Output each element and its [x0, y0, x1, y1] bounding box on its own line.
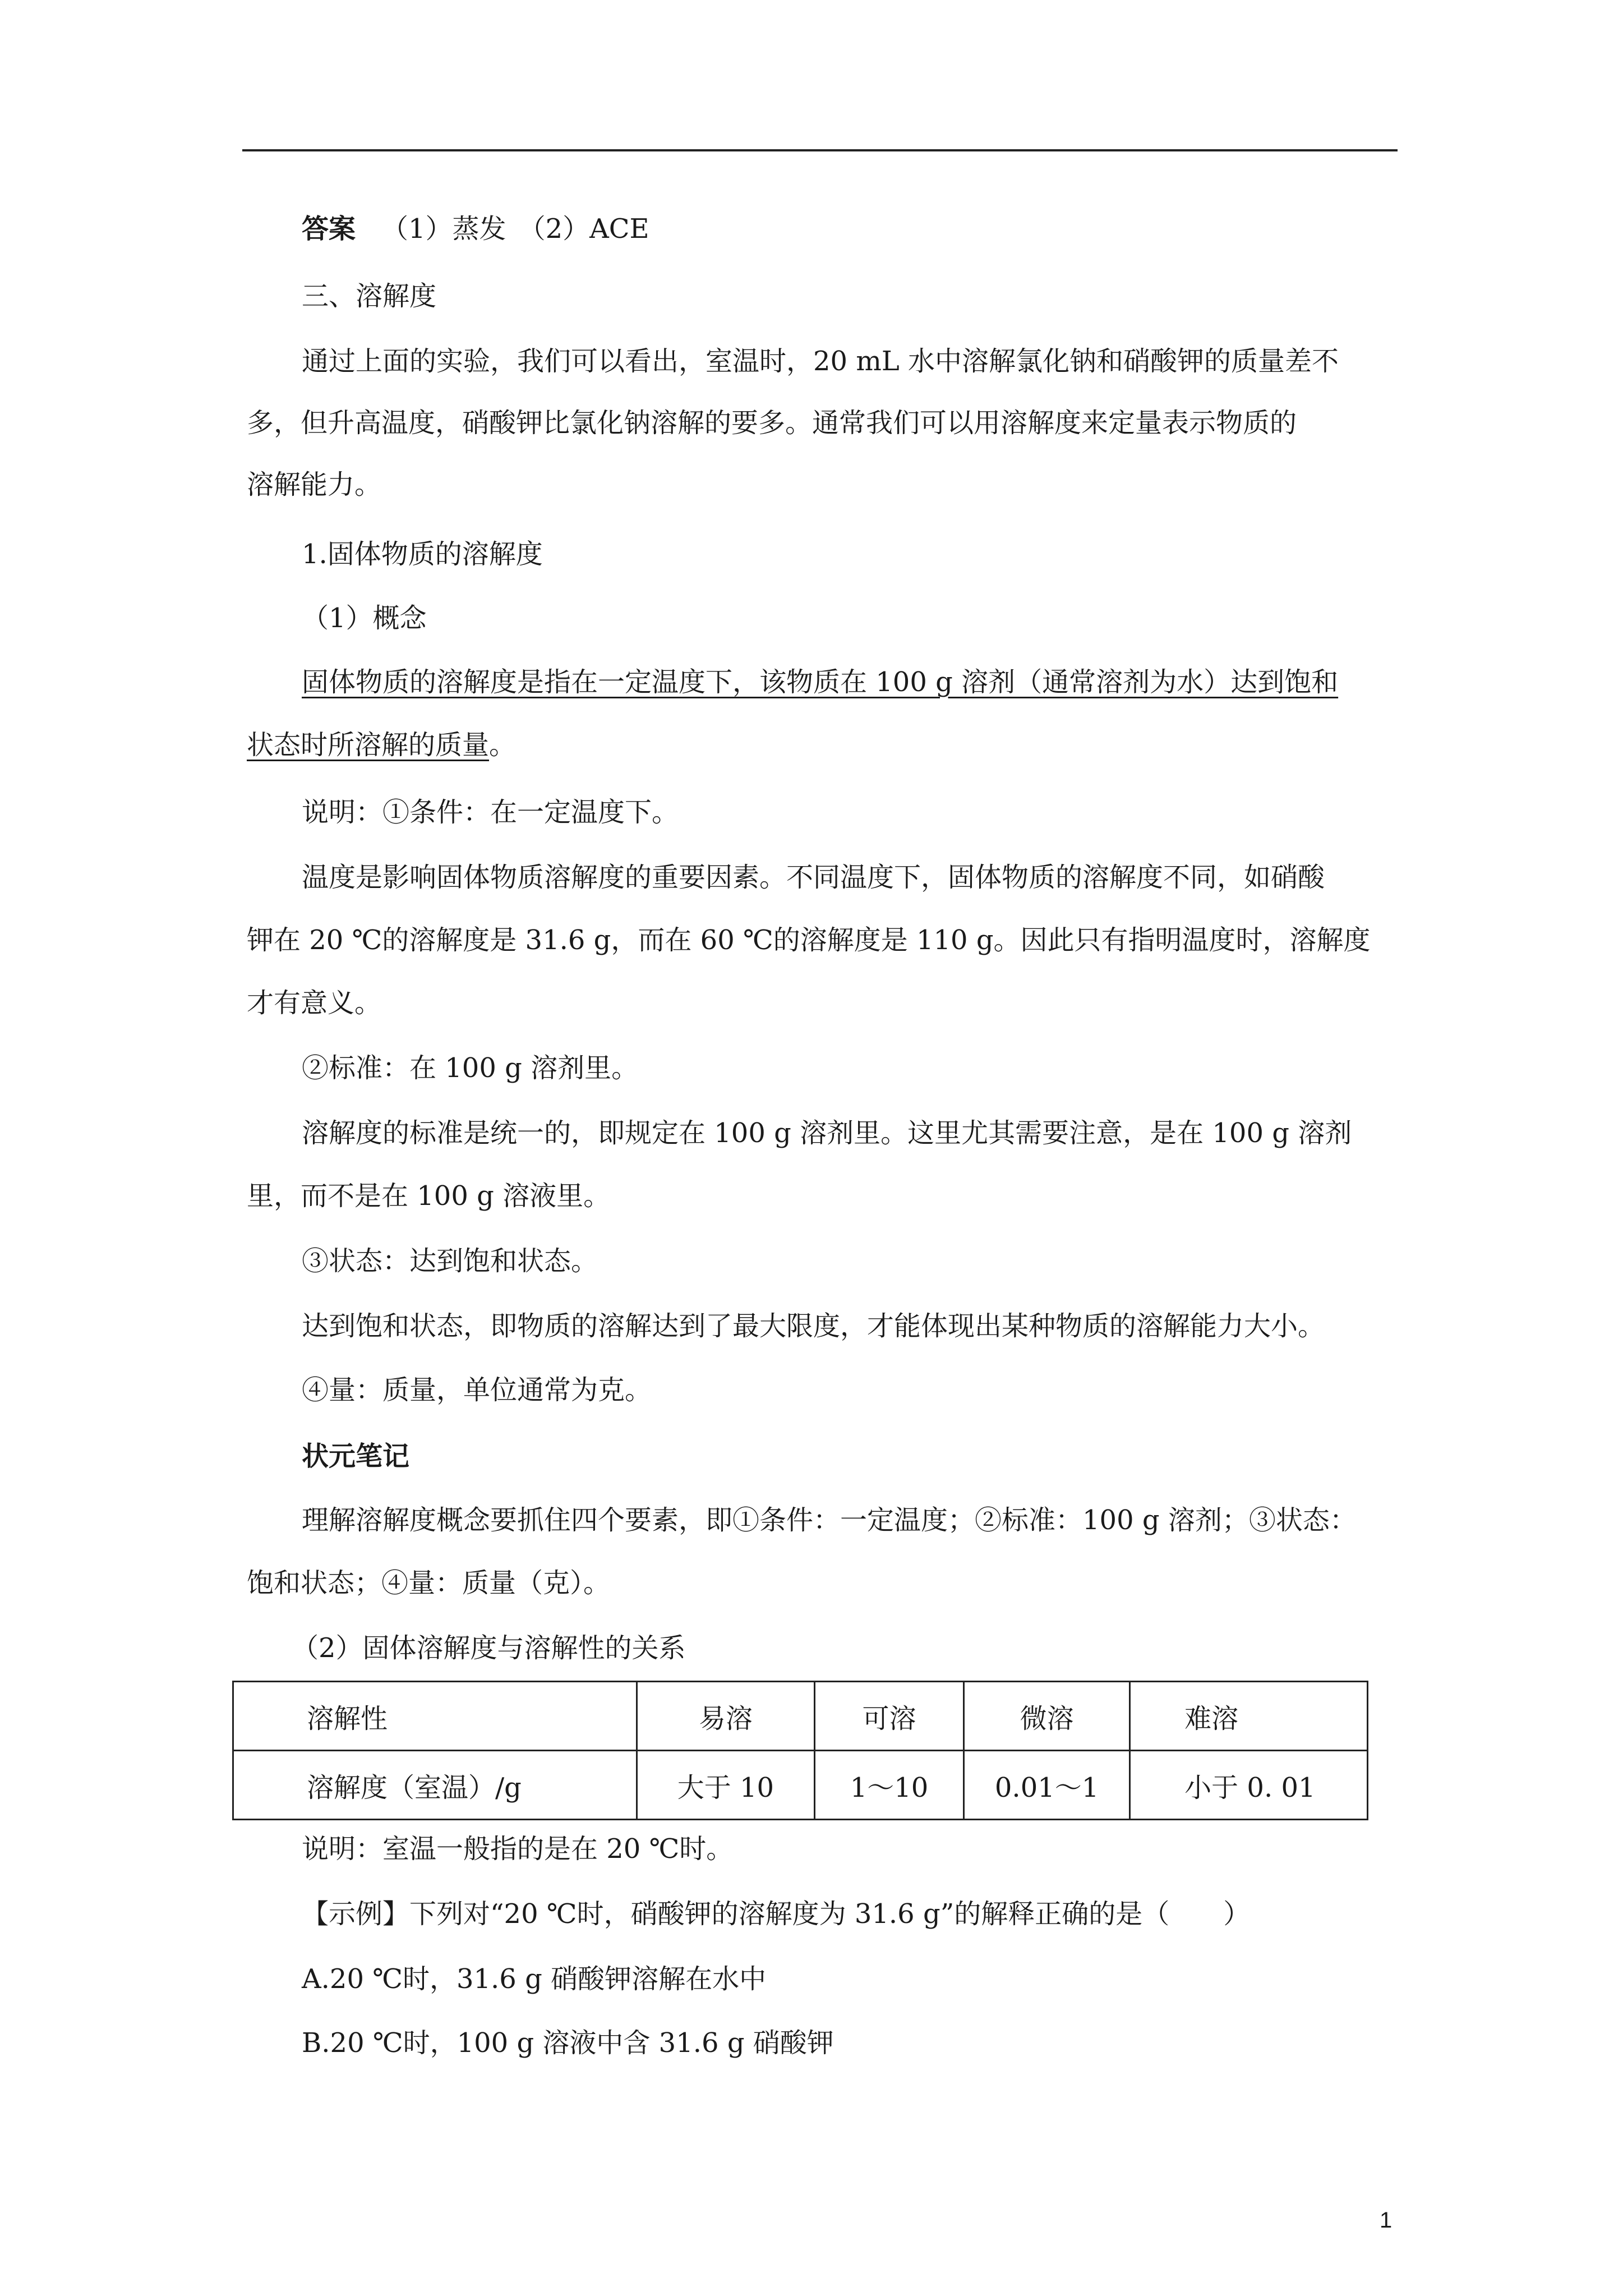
temperature-line-3: 才有意义。	[247, 987, 382, 1019]
notes-line-2: 饱和状态；④量：质量（克）。	[247, 1567, 611, 1599]
notes-heading: 状元笔记	[302, 1441, 410, 1472]
relation-heading: （2）固体溶解度与溶解性的关系	[292, 1632, 686, 1664]
note-condition: 说明：①条件：在一定温度下。	[302, 797, 679, 828]
answer-part-2: （2）ACE	[518, 213, 649, 245]
intro-line-2: 多，但升高温度，硝酸钾比氯化钠溶解的要多。通常我们可以用溶解度来定量表示物质的	[247, 407, 1297, 439]
table-cell: 难溶	[1130, 1682, 1368, 1751]
solubility-table	[232, 1681, 1368, 1820]
page-number: 1	[1380, 2208, 1393, 2233]
definition-line-2	[247, 728, 516, 762]
concept-heading: （1）概念	[302, 602, 427, 634]
table-cell: 易溶	[637, 1682, 814, 1751]
standard-line-2: 里，而不是在 100 g 溶液里。	[247, 1180, 611, 1212]
option-b: B.20 ℃时，100 g 溶液中含 31.6 g 硝酸钾	[302, 2027, 834, 2059]
definition-line-1: 固体物质的溶解度是指在一定温度下，该物质在 100 g 溶剂（通常溶剂为水）达到饱和	[302, 666, 1339, 698]
answer-line	[302, 212, 649, 246]
answer-label: 答案	[302, 213, 356, 245]
table-cell: 微溶	[964, 1682, 1130, 1751]
table-cell: 0.01～1	[964, 1751, 1130, 1820]
table-row	[233, 1682, 1368, 1751]
section-title: 三、溶解度	[302, 280, 437, 312]
definition-text: 状态时所溶解的质量	[247, 729, 490, 761]
definition-end: 。	[489, 729, 517, 761]
table-cell: 大于 10	[637, 1751, 814, 1820]
notes-line-1: 理解溶解度概念要抓住四个要素，即①条件：一定温度；②标准：100 g 溶剂；③状态：	[302, 1504, 1357, 1536]
table-cell: 小于 0. 01	[1130, 1751, 1368, 1820]
note-state: ③状态：达到饱和状态。	[302, 1245, 598, 1277]
room-temperature-note: 说明：室温一般指的是在 20 ℃时。	[302, 1833, 734, 1865]
table-cell: 1～10	[814, 1751, 963, 1820]
intro-line-1: 通过上面的实验，我们可以看出，室温时，20 mL 水中溶解氯化钠和硝酸钾的质量差不	[302, 346, 1339, 377]
note-amount: ④量：质量，单位通常为克。	[302, 1374, 652, 1406]
example-question: 【示例】下列对“20 ℃时，硝酸钾的溶解度为 31.6 g”的解释正确的是（ ）	[302, 1898, 1251, 1930]
option-a: A.20 ℃时，31.6 g 硝酸钾溶解在水中	[302, 1963, 767, 1995]
temperature-line-1: 温度是影响固体物质溶解度的重要因素。不同温度下，固体物质的溶解度不同，如硝酸	[302, 862, 1325, 893]
subsection-title: 1.固体物质的溶解度	[302, 539, 543, 570]
table-cell: 溶解度（室温）/g	[233, 1751, 637, 1820]
table-cell: 溶解性	[233, 1682, 637, 1751]
header-rule	[242, 149, 1398, 151]
temperature-line-2: 钾在 20 ℃的溶解度是 31.6 g，而在 60 ℃的溶解度是 110 g。因此只有指明温度时，溶解度	[247, 924, 1371, 956]
standard-line-1: 溶解度的标准是统一的，即规定在 100 g 溶剂里。这里尤其需要注意，是在 100 g 溶剂	[302, 1117, 1352, 1149]
state-line: 达到饱和状态，即物质的溶解达到了最大限度，才能体现出某种物质的溶解能力大小。	[302, 1310, 1325, 1342]
intro-line-3: 溶解能力。	[247, 469, 382, 500]
table-row	[233, 1751, 1368, 1820]
table-cell: 可溶	[814, 1682, 963, 1751]
answer-part-1: （1）蒸发	[381, 213, 506, 245]
note-standard: ②标准：在 100 g 溶剂里。	[302, 1052, 639, 1084]
